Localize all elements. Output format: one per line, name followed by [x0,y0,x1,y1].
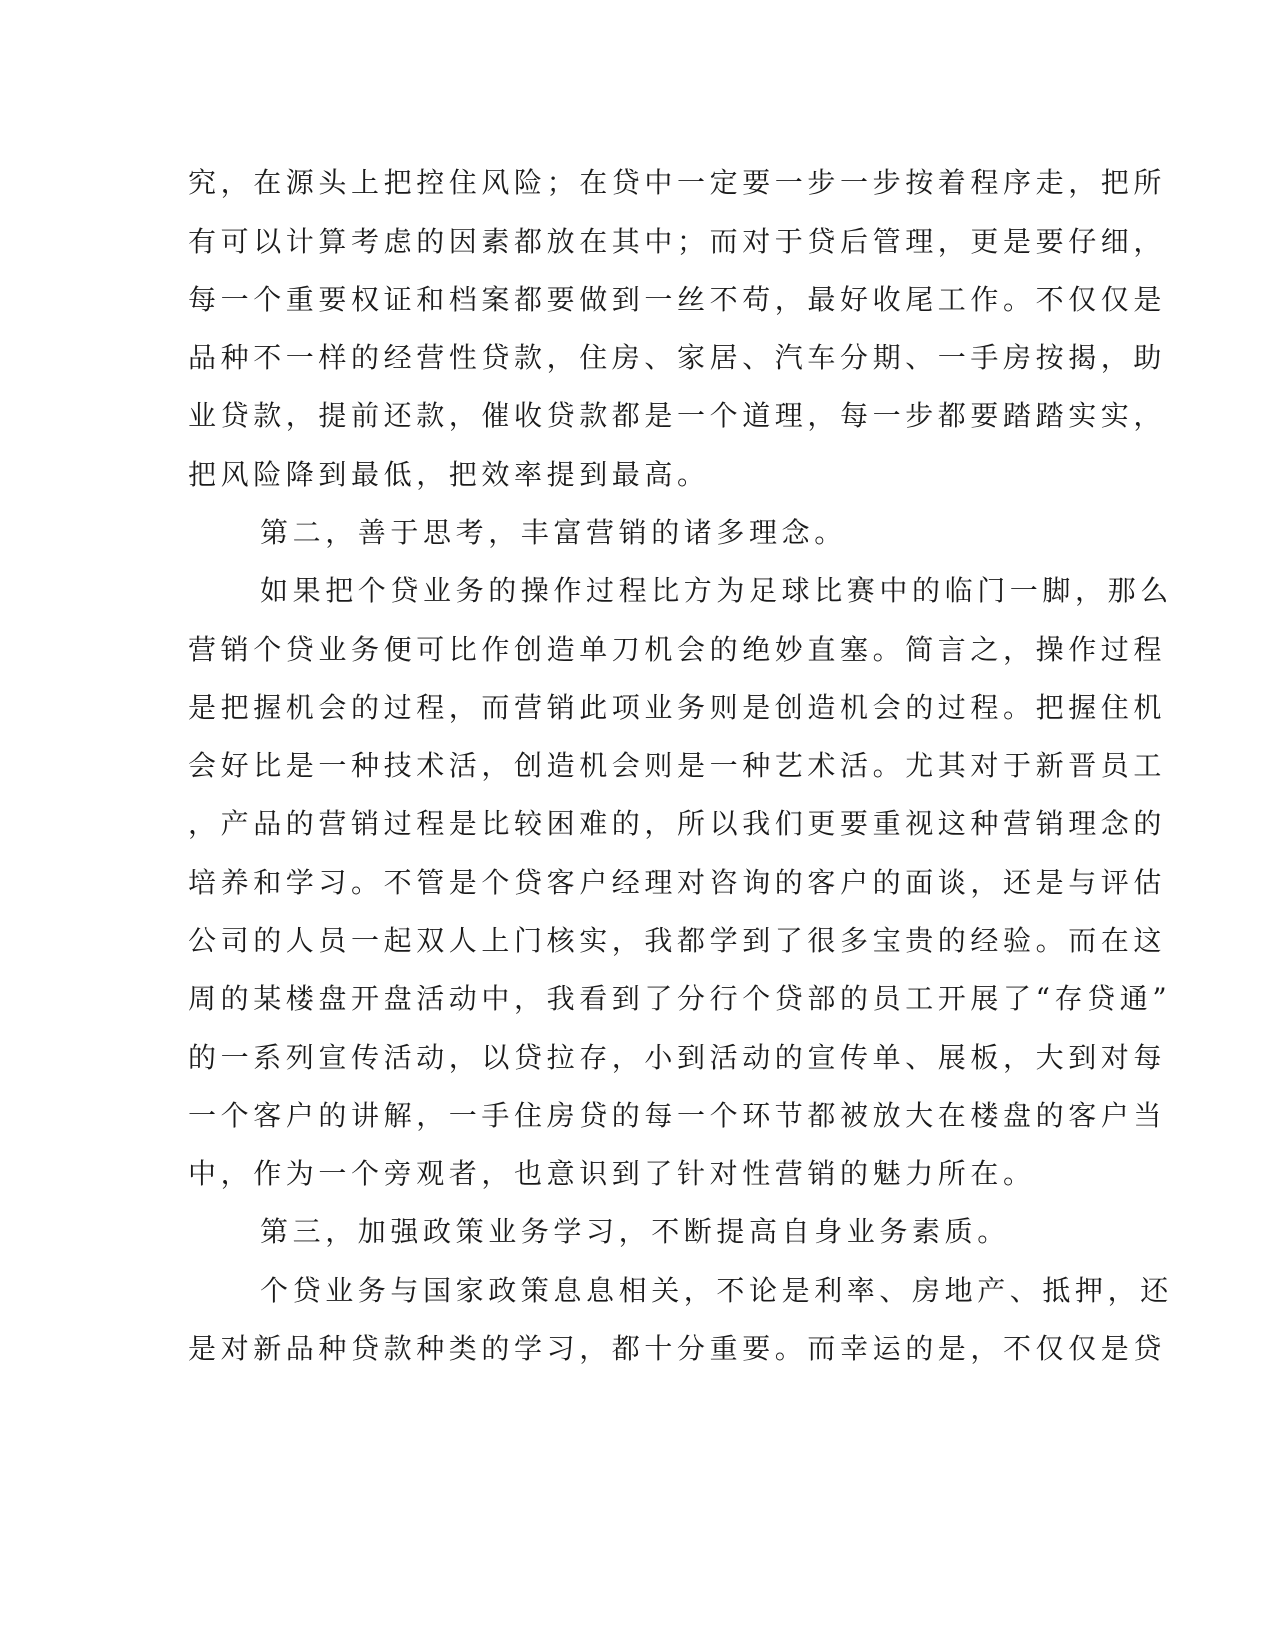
text-line: 把风险降到最低，把效率提到最高。 [188,458,710,491]
text-line: 中，作为一个旁观者，也意识到了针对性营销的魅力所在。 [188,1157,1036,1190]
text-line: 个贷业务与国家政策息息相关，不论是利率、房地产、抵押，还 [260,1274,1173,1307]
text-line: 业贷款，提前还款，催收贷款都是一个道理，每一步都要踏踏实实， [188,399,1167,432]
text-line: 如果把个贷业务的操作过程比方为足球比赛中的临门一脚，那么 [260,574,1173,607]
text-line: 公司的人员一起双人上门核实，我都学到了很多宝贵的经验。而在这 [188,924,1167,957]
section-heading: 第二，善于思考，丰富营销的诸多理念。 [260,516,847,549]
text-line: 是把握机会的过程，而营销此项业务则是创造机会的过程。把握住机 [188,691,1167,724]
text-line: 每一个重要权证和档案都要做到一丝不苟，最好收尾工作。不仅仅是 [188,283,1167,316]
text-line: 究，在源头上把控住风险；在贷中一定要一步一步按着程序走，把所 [188,166,1167,199]
text-line: 一个客户的讲解，一手住房贷的每一个环节都被放大在楼盘的客户当 [188,1099,1167,1132]
text-line: 营销个贷业务便可比作创造单刀机会的绝妙直塞。简言之，操作过程 [188,633,1167,666]
text-line: 品种不一样的经营性贷款，住房、家居、汽车分期、一手房按揭，助 [188,341,1167,374]
section-heading: 第三，加强政策业务学习，不断提高自身业务素质。 [260,1215,1010,1248]
text-line: ，产品的营销过程是比较困难的，所以我们更要重视这种营销理念的 [188,807,1167,840]
text-line: 会好比是一种技术活，创造机会则是一种艺术活。尤其对于新晋员工 [188,749,1167,782]
text-line: 是对新品种贷款种类的学习，都十分重要。而幸运的是，不仅仅是贷 [188,1332,1167,1365]
text-line: 的一系列宣传活动，以贷拉存，小到活动的宣传单、展板，大到对每 [188,1041,1167,1074]
text-line: 周的某楼盘开盘活动中，我看到了分行个贷部的员工开展了“存贷通” [188,982,1172,1015]
text-line: 有可以计算考虑的因素都放在其中；而对于贷后管理，更是要仔细， [188,225,1167,258]
text-line: 培养和学习。不管是个贷客户经理对咨询的客户的面谈，还是与评估 [188,866,1167,899]
